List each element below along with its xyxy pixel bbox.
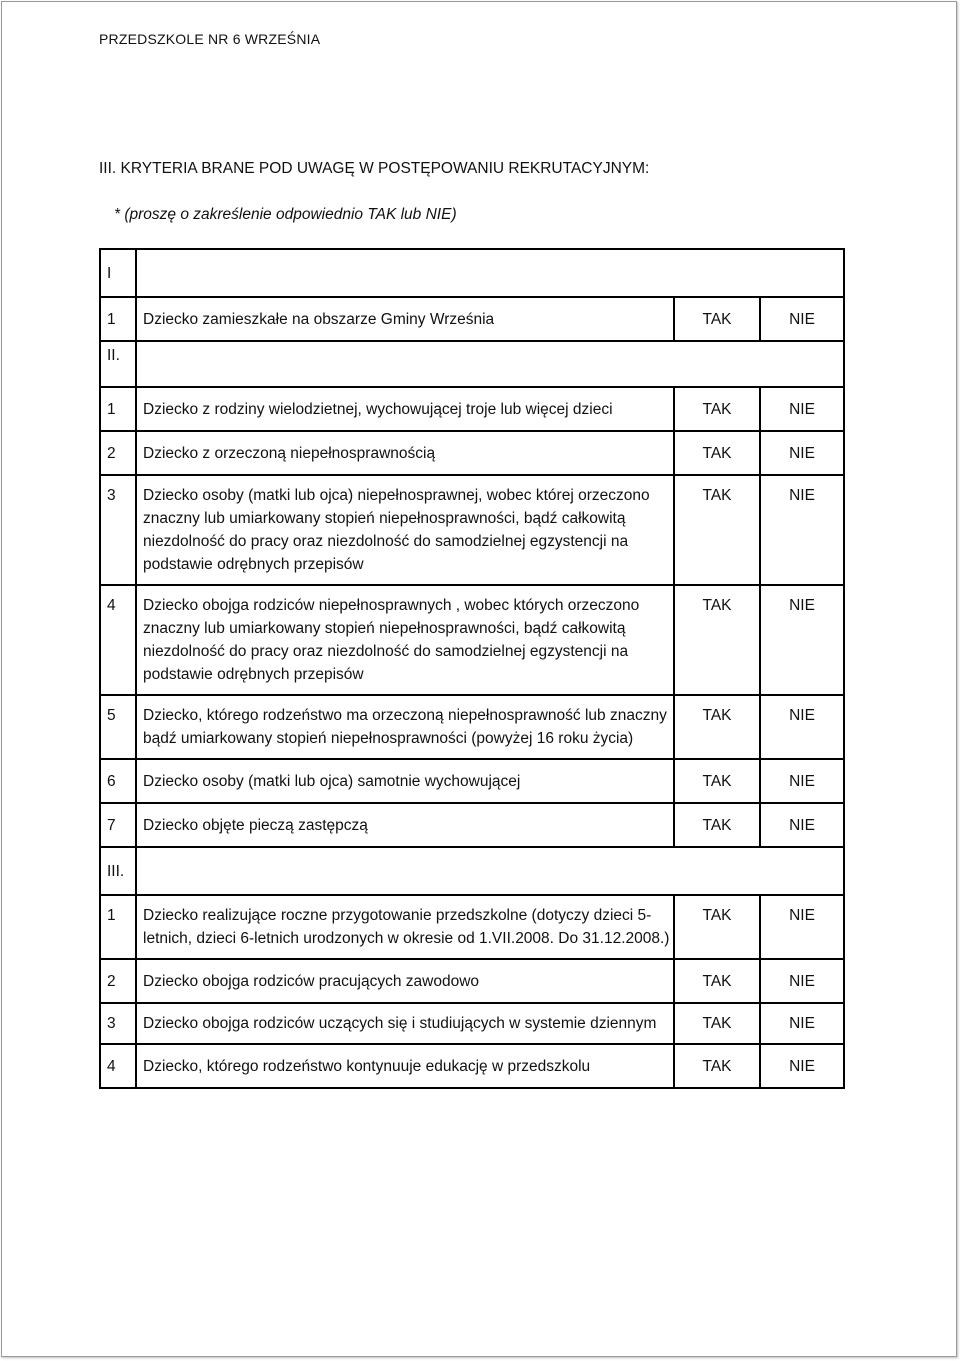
criterion-row bbox=[99, 696, 845, 760]
school-name-header: PRZEDSZKOLE NR 6 WRZEŚNIA bbox=[99, 31, 321, 47]
criterion-number: 6 bbox=[99, 760, 137, 804]
group-label: III. bbox=[99, 848, 137, 896]
option-nie[interactable]: NIE bbox=[761, 586, 845, 696]
option-tak[interactable]: TAK bbox=[675, 960, 761, 1004]
criterion-row bbox=[99, 960, 845, 1004]
option-nie[interactable]: NIE bbox=[761, 1004, 845, 1045]
group-header-row bbox=[99, 248, 845, 298]
option-nie[interactable]: NIE bbox=[761, 760, 845, 804]
option-tak[interactable]: TAK bbox=[675, 896, 761, 960]
criterion-description: Dziecko osoby (matki lub ojca) niepełnosprawnej, wobec której orzeczono znaczny lub umiarkowany stopień niepełnosprawności, bądź całkowitą niezdolność do pracy oraz niezdolność do samodzielnej egzystencji na podstawie odrębnych przepisów bbox=[137, 476, 675, 586]
option-tak[interactable]: TAK bbox=[675, 760, 761, 804]
group-label: II. bbox=[99, 342, 137, 388]
group-header-row bbox=[99, 342, 845, 388]
criterion-description: Dziecko, którego rodzeństwo ma orzeczoną niepełnosprawność lub znaczny bądź umiarkowany stopień niepełnosprawności (powyżej 16 roku życia) bbox=[137, 696, 675, 760]
criterion-description: Dziecko obojga rodziców pracujących zawodowo bbox=[137, 960, 675, 1004]
criterion-number: 4 bbox=[99, 586, 137, 696]
group-empty-cell bbox=[137, 248, 845, 298]
option-nie[interactable]: NIE bbox=[761, 432, 845, 476]
criterion-row bbox=[99, 896, 845, 960]
criterion-row bbox=[99, 298, 845, 342]
criterion-description: Dziecko realizujące roczne przygotowanie przedszkolne (dotyczy dzieci 5-letnich, dzieci 6-letnich urodzonych w okresie od 1.VII.2008. Do 31.12.2008.) bbox=[137, 896, 675, 960]
option-nie[interactable]: NIE bbox=[761, 298, 845, 342]
criteria-table bbox=[99, 248, 845, 1089]
criterion-row bbox=[99, 388, 845, 432]
criterion-row bbox=[99, 586, 845, 696]
option-tak[interactable]: TAK bbox=[675, 1004, 761, 1045]
group-label: I bbox=[99, 248, 137, 298]
section-heading: III. KRYTERIA BRANE POD UWAGĘ W POSTĘPOWANIU REKRUTACYJNYM: bbox=[99, 160, 650, 177]
option-tak[interactable]: TAK bbox=[675, 586, 761, 696]
criterion-row bbox=[99, 1004, 845, 1045]
criterion-number: 1 bbox=[99, 896, 137, 960]
option-tak[interactable]: TAK bbox=[675, 298, 761, 342]
option-nie[interactable]: NIE bbox=[761, 804, 845, 848]
option-tak[interactable]: TAK bbox=[675, 696, 761, 760]
instruction-text: * (proszę o zakreślenie odpowiednio TAK lub NIE) bbox=[114, 206, 457, 223]
option-tak[interactable]: TAK bbox=[675, 388, 761, 432]
group-empty-cell bbox=[137, 848, 845, 896]
option-tak[interactable]: TAK bbox=[675, 432, 761, 476]
criterion-number: 7 bbox=[99, 804, 137, 848]
option-nie[interactable]: NIE bbox=[761, 1045, 845, 1089]
criterion-number: 1 bbox=[99, 298, 137, 342]
option-nie[interactable]: NIE bbox=[761, 476, 845, 586]
criterion-number: 4 bbox=[99, 1045, 137, 1089]
option-nie[interactable]: NIE bbox=[761, 388, 845, 432]
option-tak[interactable]: TAK bbox=[675, 1045, 761, 1089]
criterion-description: Dziecko objęte pieczą zastępczą bbox=[137, 804, 675, 848]
option-nie[interactable]: NIE bbox=[761, 896, 845, 960]
criterion-row bbox=[99, 760, 845, 804]
criterion-number: 1 bbox=[99, 388, 137, 432]
criterion-row bbox=[99, 476, 845, 586]
document-page bbox=[1, 1, 957, 1357]
criterion-number: 3 bbox=[99, 1004, 137, 1045]
criterion-row bbox=[99, 1045, 845, 1089]
criterion-description: Dziecko obojga rodziców uczących się i studiujących w systemie dziennym bbox=[137, 1004, 675, 1045]
group-empty-cell bbox=[137, 342, 845, 388]
option-nie[interactable]: NIE bbox=[761, 960, 845, 1004]
criterion-description: Dziecko z orzeczoną niepełnosprawnością bbox=[137, 432, 675, 476]
criterion-description: Dziecko osoby (matki lub ojca) samotnie wychowującej bbox=[137, 760, 675, 804]
criterion-number: 3 bbox=[99, 476, 137, 586]
criterion-number: 2 bbox=[99, 432, 137, 476]
criterion-description: Dziecko zamieszkałe na obszarze Gminy Września bbox=[137, 298, 675, 342]
group-header-row bbox=[99, 848, 845, 896]
criterion-number: 2 bbox=[99, 960, 137, 1004]
criterion-number: 5 bbox=[99, 696, 137, 760]
criterion-row bbox=[99, 804, 845, 848]
criterion-description: Dziecko, którego rodzeństwo kontynuuje edukację w przedszkolu bbox=[137, 1045, 675, 1089]
criterion-description: Dziecko obojga rodziców niepełnosprawnych , wobec których orzeczono znaczny lub umiarkowany stopień niepełnosprawności, bądź całkowitą niezdolność do pracy oraz niezdolność do samodzielnej egzystencji na podstawie odrębnych przepisów bbox=[137, 586, 675, 696]
option-tak[interactable]: TAK bbox=[675, 476, 761, 586]
option-nie[interactable]: NIE bbox=[761, 696, 845, 760]
criterion-description: Dziecko z rodziny wielodzietnej, wychowującej troje lub więcej dzieci bbox=[137, 388, 675, 432]
criterion-row bbox=[99, 432, 845, 476]
option-tak[interactable]: TAK bbox=[675, 804, 761, 848]
